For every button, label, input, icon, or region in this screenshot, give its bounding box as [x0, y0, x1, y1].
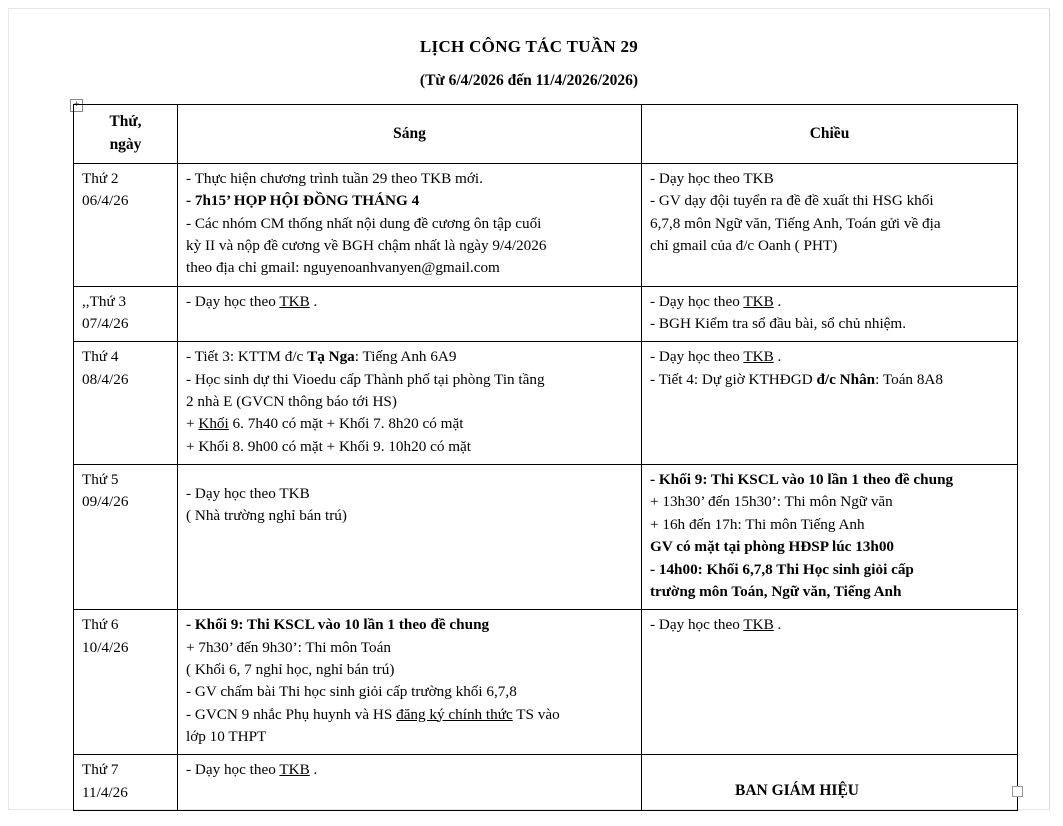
cell-afternoon: - Dạy học theo TKB . - Tiết 4: Dự giờ KTHĐGD đ/c Nhân: Toán 8A8: [642, 342, 1018, 465]
cell-day: Thứ 5 09/4/26: [74, 465, 178, 610]
signature-block: BAN GIÁM HIỆU: [734, 782, 859, 799]
schedule-table-wrapper: [73, 104, 1017, 811]
cell-morning: - Dạy học theo TKB ( Nhà trường nghỉ bán trú): [178, 465, 642, 610]
header-day-line1: Thứ,: [109, 113, 142, 131]
header-afternoon: Chiều: [642, 105, 1018, 164]
cell-afternoon: - Dạy học theo TKB .: [642, 610, 1018, 755]
table-resize-handle-icon[interactable]: [1012, 786, 1023, 797]
page-title: LỊCH CÔNG TÁC TUẦN 29: [419, 37, 639, 56]
table-header-row: [74, 105, 1018, 164]
cell-day: Thứ 2 06/4/26: [74, 164, 178, 287]
cell-day: Thứ 6 10/4/26: [74, 610, 178, 755]
cell-day: Thứ 7 11/4/26: [74, 755, 178, 811]
cell-day: ,,Thứ 3 07/4/26: [74, 286, 178, 342]
table-row: [74, 286, 1018, 342]
table-row: [74, 610, 1018, 755]
table-move-handle-icon[interactable]: +: [70, 99, 83, 112]
cell-afternoon: - Dạy học theo TKB . - BGH Kiểm tra sổ đầu bài, sổ chủ nhiệm.: [642, 286, 1018, 342]
page-canvas: [8, 8, 1050, 810]
table-row: [74, 465, 1018, 610]
cell-day: Thứ 4 08/4/26: [74, 342, 178, 465]
cell-morning: - Thực hiện chương trình tuần 29 theo TKB mới. - 7h15’ HỌP HỘI ĐỒNG THÁNG 4 - Các nhóm CM thống nhất nội dung đề cương ôn tập cuối kỳ II và nộp đề cương về BGH chậm nhất là ngày 9/4/2026 theo địa chỉ gmail: nguyenoanhvanyen@gmail.com: [178, 164, 642, 287]
cell-afternoon: - Khối 9: Thi KSCL vào 10 lần 1 theo đề chung + 13h30’ đến 15h30’: Thi môn Ngữ văn + 16h đến 17h: Thi môn Tiếng Anh GV có mặt tại phòng HĐSP lúc 13h00 - 14h00: Khối 6,7,8 Thi Học sinh giỏi cấp trường môn Toán, Ngữ văn, Tiếng Anh: [642, 465, 1018, 610]
schedule-table: [73, 104, 1018, 811]
header-morning: Sáng: [178, 105, 642, 164]
table-row: [74, 164, 1018, 287]
cell-morning: - Dạy học theo TKB .: [178, 286, 642, 342]
cell-morning: - Dạy học theo TKB .: [178, 755, 642, 811]
table-row: [74, 342, 1018, 465]
cell-morning: - Tiết 3: KTTM đ/c Tạ Nga: Tiếng Anh 6A9 - Học sinh dự thi Vioedu cấp Thành phố tại phòng Tin tầng 2 nhà E (GVCN thông báo tới HS) + Khối 6. 7h40 có mặt + Khối 7. 8h20 có mặt + Khối 8. 9h00 có mặt + Khối 9. 10h20 có mặt: [178, 342, 642, 465]
page-subtitle: (Từ 6/4/2026 đến 11/4/2026/2026): [419, 72, 639, 89]
cell-afternoon: - Dạy học theo TKB - GV dạy đội tuyển ra đề đề xuất thi HSG khối 6,7,8 môn Ngữ văn, Tiếng Anh, Toán gửi về địa chỉ gmail của đ/c Oanh ( PHT): [642, 164, 1018, 287]
header-day-line2: ngày: [109, 136, 142, 153]
header-day: [74, 105, 178, 164]
cell-morning: - Khối 9: Thi KSCL vào 10 lần 1 theo đề chung + 7h30’ đến 9h30’: Thi môn Toán ( Khối 6, 7 nghỉ học, nghỉ bán trú) - GV chấm bài Thi học sinh giỏi cấp trường khối 6,7,8 - GVCN 9 nhắc Phụ huynh và HS đăng ký chính thức TS vào lớp 10 THPT: [178, 610, 642, 755]
